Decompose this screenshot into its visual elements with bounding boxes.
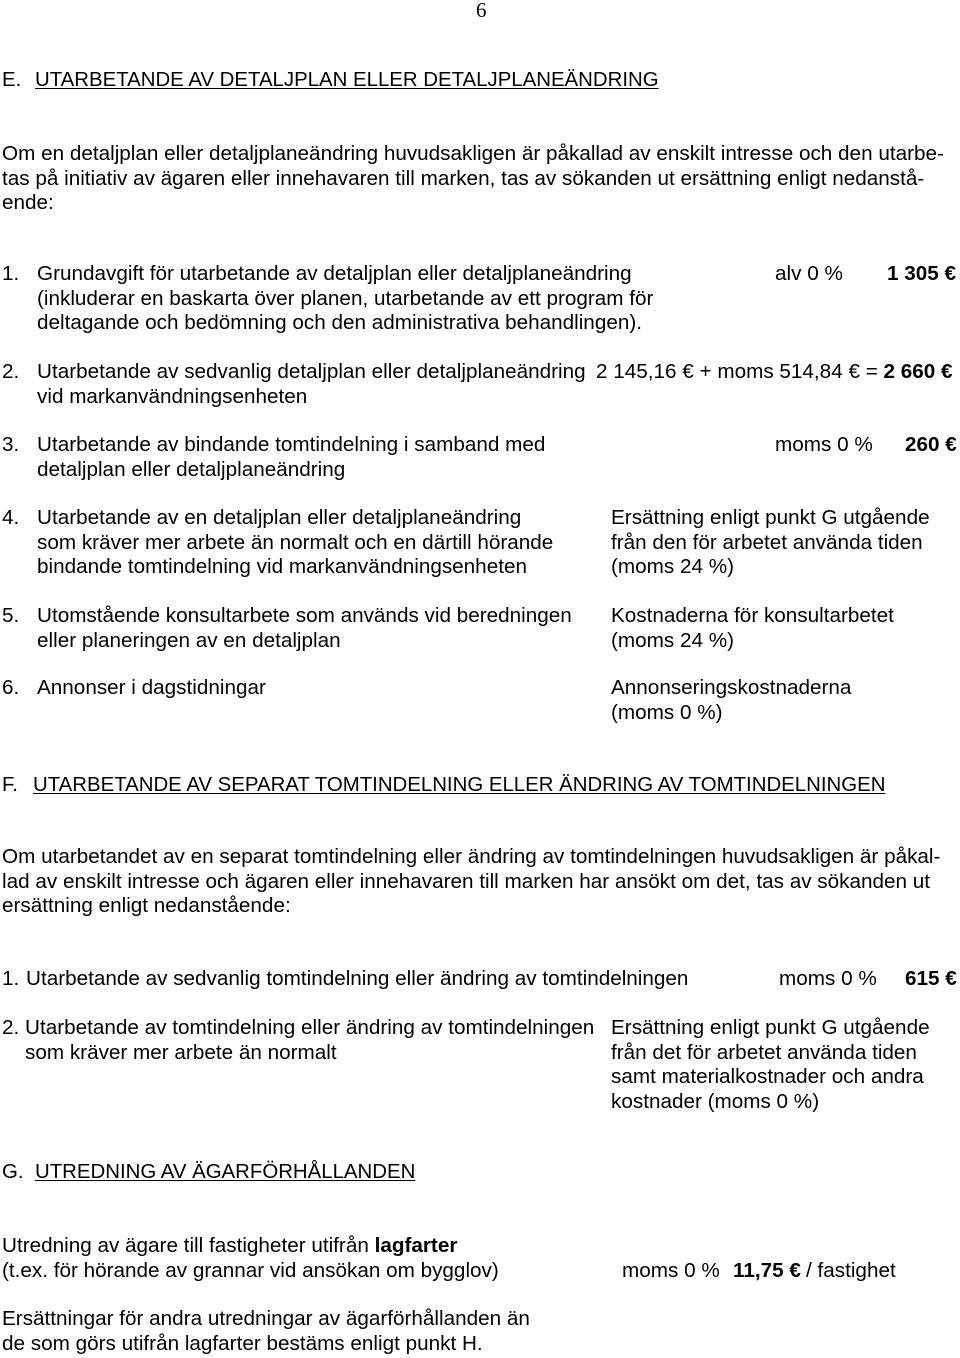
section-letter: F. [2, 774, 18, 796]
text-line: Utarbetande av tomtindelning eller ändring av tomtindelningen [25, 1016, 595, 1039]
text-line: Utarbetande av sedvanlig tomtindelning eller ändring av tomtindelningen [26, 967, 689, 990]
section-e-intro [0, 142, 960, 214]
item-number: 5. [2, 604, 20, 627]
item-fee-description [611, 676, 851, 725]
item-fee-description [611, 604, 894, 653]
item-number: 4. [2, 506, 20, 529]
text-line: Ersättning enligt punkt G utgående [611, 1016, 930, 1039]
item-fee-description [611, 1016, 930, 1114]
item-price: 615 € [905, 967, 957, 990]
description-emphasis: lagfarter [374, 1234, 458, 1257]
text-line: som kräver mer arbete än normalt [25, 1040, 337, 1064]
section-f-heading [0, 773, 960, 798]
item-description [37, 262, 653, 336]
text-line: från den för arbetet använda tiden [611, 530, 923, 554]
fee-item [0, 433, 960, 481]
item-fee-description [611, 506, 930, 580]
fee-item [0, 360, 960, 408]
text-line: detaljplan eller detaljplaneändring [37, 457, 346, 481]
text-line: bindande tomtindelning vid markanvändningsenheten [37, 555, 527, 578]
fee-item [0, 676, 960, 724]
text-line: Ersättning enligt punkt G utgående [611, 506, 930, 529]
text-line: (t.ex. för hörande av grannar vid ansökan om bygglov) [2, 1258, 499, 1282]
text-line: Utarbetande av bindande tomtindelning i samband med [37, 433, 546, 456]
item-price: 11,75 € [733, 1258, 801, 1282]
section-letter: G. [2, 1161, 24, 1183]
item-description [26, 967, 688, 992]
text-line: (moms 0 %) [611, 700, 723, 724]
section-g-note [0, 1307, 960, 1355]
fee-item [0, 604, 960, 652]
fee-item [0, 1234, 960, 1282]
text-line: Om utarbetandet av en separat tomtindelning eller ändring av tomtindelningen huvudsakligen är påkal- [2, 845, 941, 868]
section-title: UTARBETANDE AV SEPARAT TOMTINDELNING ELLER ÄNDRING AV TOMTINDELNINGEN [33, 774, 886, 796]
section-g-heading [0, 1160, 960, 1185]
item-number: 6. [2, 676, 20, 699]
page-number: 6 [476, 0, 487, 22]
item-number: 1. [2, 262, 20, 285]
note-paragraph [2, 1307, 530, 1356]
section-letter: E. [2, 69, 22, 91]
text-line: (inkluderar en baskarta över planen, utarbetande av ett program för [37, 286, 654, 310]
text-line: ende: [2, 191, 54, 214]
item-description [37, 360, 586, 409]
text-line: tas på initiativ av ägaren eller innehavaren till marken, tas av sökanden ut ersättning enligt nedanstå- [2, 166, 925, 190]
item-number: 3. [2, 433, 20, 456]
item-unit: / fastighet [806, 1258, 896, 1282]
section-title: UTARBETANDE AV DETALJPLAN ELLER DETALJPLANEÄNDRING [35, 69, 659, 91]
description-text: Utredning av ägare till fastigheter utifrån [2, 1234, 369, 1257]
item-price-breakdown [596, 360, 953, 385]
item-tax: moms 0 % [779, 967, 877, 990]
text-line: samt materialkostnader och andra [611, 1065, 924, 1088]
text-line: kostnader (moms 0 %) [611, 1089, 820, 1113]
item-tax: moms 0 % [775, 433, 873, 456]
text-line: Utomstående konsultarbete som används vid beredningen [37, 604, 572, 627]
item-number: 1. [2, 967, 20, 990]
text-line: eller planeringen av en detaljplan [37, 628, 341, 652]
section-e-heading [0, 68, 960, 93]
text-line: Annonser i dagstidningar [37, 676, 266, 699]
item-price: 1 305 € [887, 262, 957, 285]
text-line: Annonseringskostnaderna [611, 676, 852, 699]
item-description [25, 1016, 594, 1065]
item-tax: alv 0 % [775, 262, 843, 285]
section-title: UTREDNING AV ÄGARFÖRHÅLLANDEN [35, 1161, 416, 1183]
item-price: 260 € [905, 433, 957, 456]
item-description [37, 506, 553, 580]
item-description [37, 676, 266, 701]
text-line: från det för arbetet använda tiden [611, 1040, 917, 1064]
text-line: Kostnaderna för konsultarbetet [611, 604, 894, 627]
item-number: 2. [2, 360, 20, 383]
item-price: 2 660 € [883, 360, 953, 383]
item-number: 2. [2, 1016, 20, 1039]
text-line [2, 1234, 499, 1259]
text-line: (moms 24 %) [611, 555, 734, 578]
text-line: ersättning enligt nedanstående: [2, 894, 291, 917]
intro-paragraph [2, 845, 940, 919]
item-tax: moms 0 % [622, 1258, 720, 1282]
text-line: Ersättningar för andra utredningar av ägarförhållanden än [2, 1307, 530, 1330]
text-line: (moms 24 %) [611, 628, 734, 652]
text-line: lad av enskilt intresse och ägaren eller innehavaren till marken har ansökt om det, tas av sökanden ut [2, 869, 931, 893]
fee-item [0, 1016, 960, 1113]
text-line: som kräver mer arbete än normalt och en därtill hörande [37, 530, 554, 554]
item-description [2, 1234, 499, 1283]
item-description [37, 433, 545, 482]
price-breakdown-text: 2 145,16 € + moms 514,84 € = [596, 360, 878, 383]
fee-item [0, 262, 960, 334]
fee-item [0, 506, 960, 578]
intro-paragraph [2, 142, 944, 216]
item-description [37, 604, 572, 653]
section-f-intro [0, 845, 960, 917]
text-line: Utarbetande av en detaljplan eller detaljplaneändring [37, 506, 522, 529]
text-line: deltagande och bedömning och den administrativa behandlingen). [37, 311, 642, 334]
text-line: Grundavgift för utarbetande av detaljplan eller detaljplaneändring [37, 262, 632, 285]
text-line: de som görs utifrån lagfarter bestäms enligt punkt H. [2, 1331, 483, 1355]
text-line: Utarbetande av sedvanlig detaljplan eller detaljplaneändring [37, 360, 586, 383]
text-line: vid markanvändningsenheten [37, 384, 308, 408]
fee-item [0, 967, 960, 992]
text-line: Om en detaljplan eller detaljplaneändring huvudsakligen är påkallad av enskilt intresse och den utarbe- [2, 142, 944, 165]
